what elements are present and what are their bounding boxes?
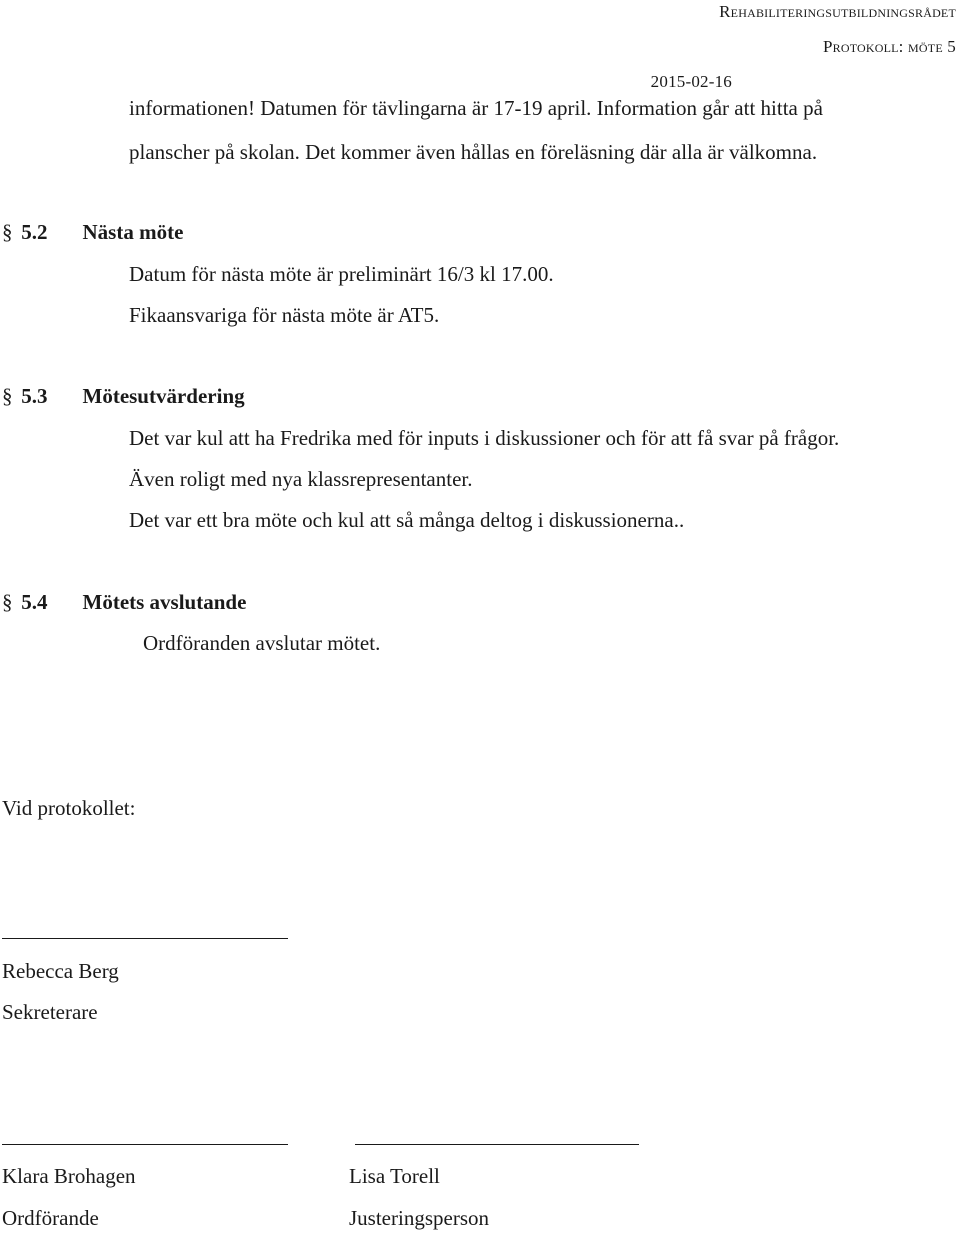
intro-line-2: planscher på skolan. Det kommer även hållas en föreläsning där alla är välkomna. <box>129 140 818 164</box>
organization-name: Rehabiliteringsutbildningsrådet <box>719 2 956 21</box>
protocol-date: 2015-02-16 <box>650 72 732 91</box>
section-5-4-heading <box>2 590 246 615</box>
secretary-name: Rebecca Berg <box>2 959 119 983</box>
secretary-role: Sekreterare <box>2 1000 98 1024</box>
adjuster-signature-line <box>355 1144 639 1145</box>
section-5-3-line-1: Det var kul att ha Fredrika med för inputs i diskussioner och för att få svar på frågor. <box>129 426 840 450</box>
section-5-3-heading <box>2 384 245 409</box>
section-5-4-line-1: Ordföranden avslutar mötet. <box>143 631 381 655</box>
section-title: Mötets avslutande <box>82 590 247 614</box>
section-5-3-line-2: Även roligt med nya klassrepresentanter. <box>129 467 473 491</box>
adjuster-role: Justeringsperson <box>349 1206 489 1230</box>
chair-signature-line <box>2 1144 288 1145</box>
section-number: 5.4 <box>21 590 48 614</box>
section-sign: § <box>2 384 13 408</box>
signature-label: Vid protokollet: <box>2 796 136 820</box>
section-number: 5.3 <box>21 384 48 408</box>
section-5-2-heading <box>2 220 183 245</box>
section-sign: § <box>2 590 13 614</box>
adjuster-name: Lisa Torell <box>349 1164 440 1188</box>
section-title: Nästa möte <box>82 220 184 244</box>
chair-name: Klara Brohagen <box>2 1164 136 1188</box>
section-title: Mötesutvärdering <box>82 384 245 408</box>
section-5-2-line-2: Fikaansvariga för nästa möte är AT5. <box>129 303 440 327</box>
intro-line-1: informationen! Datumen för tävlingarna är 17-19 april. Information går att hitta på <box>129 96 823 120</box>
secretary-signature-line <box>2 938 288 939</box>
section-5-3-line-3: Det var ett bra möte och kul att så många deltog i diskussionerna.. <box>129 508 685 532</box>
section-5-2-line-1: Datum för nästa möte är preliminärt 16/3 kl 17.00. <box>129 262 554 286</box>
section-sign: § <box>2 220 13 244</box>
section-number: 5.2 <box>21 220 48 244</box>
protocol-title: Protokoll: möte 5 <box>822 37 956 56</box>
chair-role: Ordförande <box>2 1206 99 1230</box>
